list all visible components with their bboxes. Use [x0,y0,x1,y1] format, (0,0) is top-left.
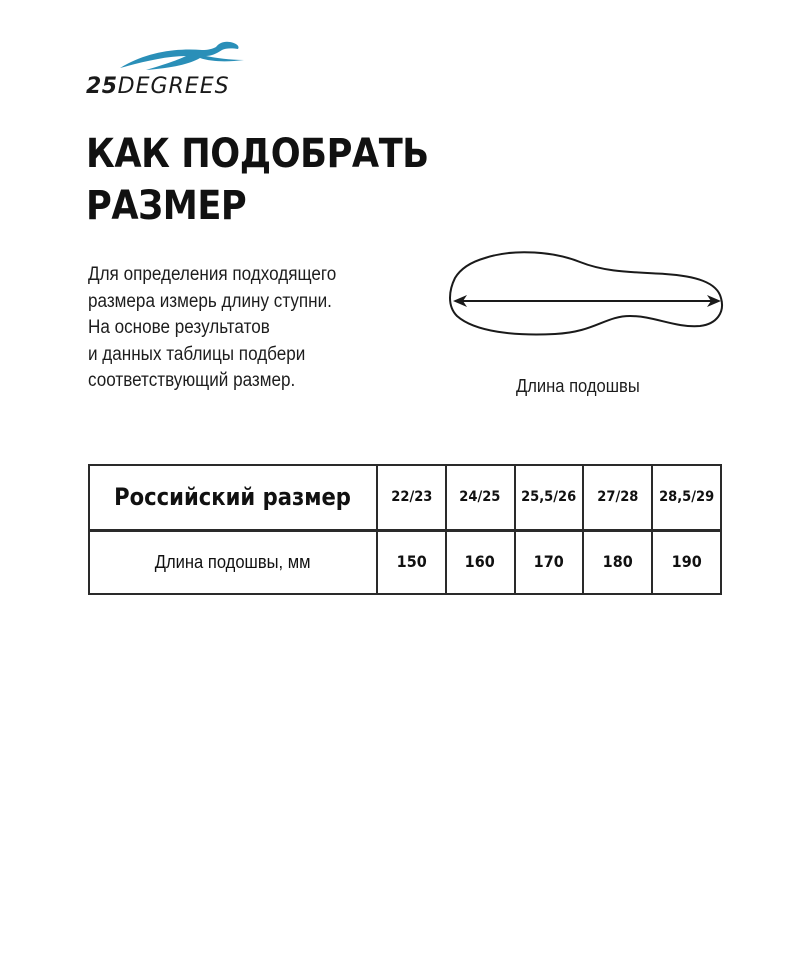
foot-sole-icon [445,250,730,360]
sole-length-label: Длина подошвы, мм [155,551,311,572]
table-cell [583,530,652,594]
table-header-cell [583,465,652,530]
length-value: 170 [533,552,565,572]
logo-wordmark [86,76,230,98]
instruction-line: На основе результатов [88,317,270,338]
instruction-line: размера измерь длину ступни. [88,290,332,312]
page-title [86,128,456,232]
logo-word: DEGREES [117,74,230,99]
instruction-line: Для определения подходящего [88,264,337,285]
table-row [89,530,721,594]
table-cell [446,530,515,594]
double-arrow-icon [453,295,721,307]
length-value: 180 [602,552,633,572]
title-line-1: КАК ПОДОБРАТЬ [86,131,429,177]
table-cell [89,530,377,594]
instruction-line: и данных таблицы подбери [88,343,306,365]
size-value: 22/23 [390,489,432,506]
russian-size-label: Российский размер [114,483,352,512]
table-header-cell [377,465,446,530]
logo-number: 25 [86,74,118,99]
length-value: 190 [671,552,702,572]
length-value: 160 [465,552,496,572]
table-header-cell [515,465,584,530]
size-table [88,464,722,595]
instructions-text [88,262,376,395]
instruction-line: соответствующий размер. [88,370,296,391]
table-header-cell [652,465,721,530]
size-value: 25,5/26 [521,489,577,506]
table-cell [652,530,721,594]
table-header-row [89,465,721,530]
table-header-cell [446,465,515,530]
title-line-2: РАЗМЕР [86,183,247,229]
swimmer-icon [116,38,246,72]
table-cell [515,530,584,594]
size-value: 28,5/29 [659,489,715,506]
length-value: 150 [396,552,427,572]
size-value: 24/25 [459,489,501,506]
table-cell [377,530,446,594]
diagram-caption: Длина подошвы [516,376,640,396]
size-value: 27/28 [597,489,639,506]
table-header-cell [89,465,377,530]
brand-logo [86,38,256,100]
